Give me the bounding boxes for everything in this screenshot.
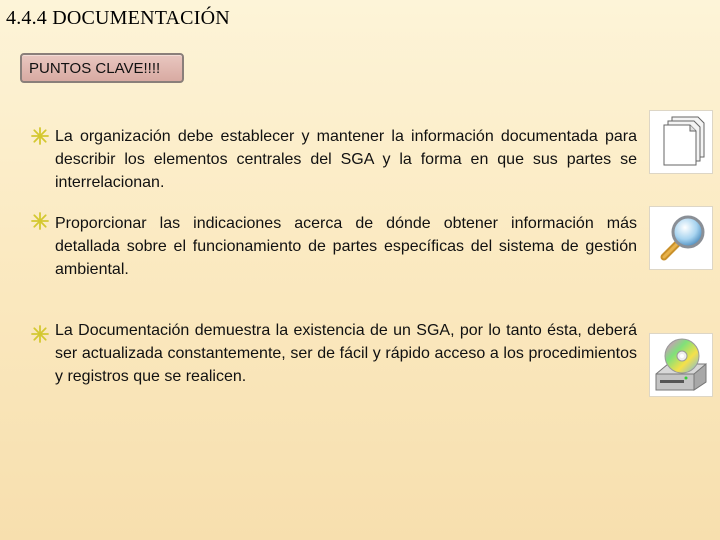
key-points-button[interactable]: PUNTOS CLAVE!!!! — [20, 53, 184, 83]
magnifier-icon — [649, 206, 713, 270]
documents-icon — [649, 110, 713, 174]
cd-drive-icon — [649, 333, 713, 397]
bullet-text: La organización debe establecer y mantener la información documentada para describir los elementos centrales del SGA y la forma en que sus partes se interrelacionan. — [55, 128, 637, 191]
sparkle-bullet-icon — [31, 325, 49, 343]
sparkle-bullet-icon — [31, 212, 49, 230]
bullet-text: La Documentación demuestra la existencia de un SGA, por lo tanto ésta, deberá ser actualizada constantemente, ser de fácil y rápido acceso a los procedimientos y registros que se realicen. — [55, 322, 637, 385]
sparkle-bullet-icon — [31, 127, 49, 145]
slide-title: 4.4.4 DOCUMENTACIÓN — [6, 7, 230, 29]
bullet-text: Proporcionar las indicaciones acerca de dónde obtener información más detallada sobre el funcionamiento de partes específicas del sistema de gestión ambiental. — [55, 215, 637, 278]
